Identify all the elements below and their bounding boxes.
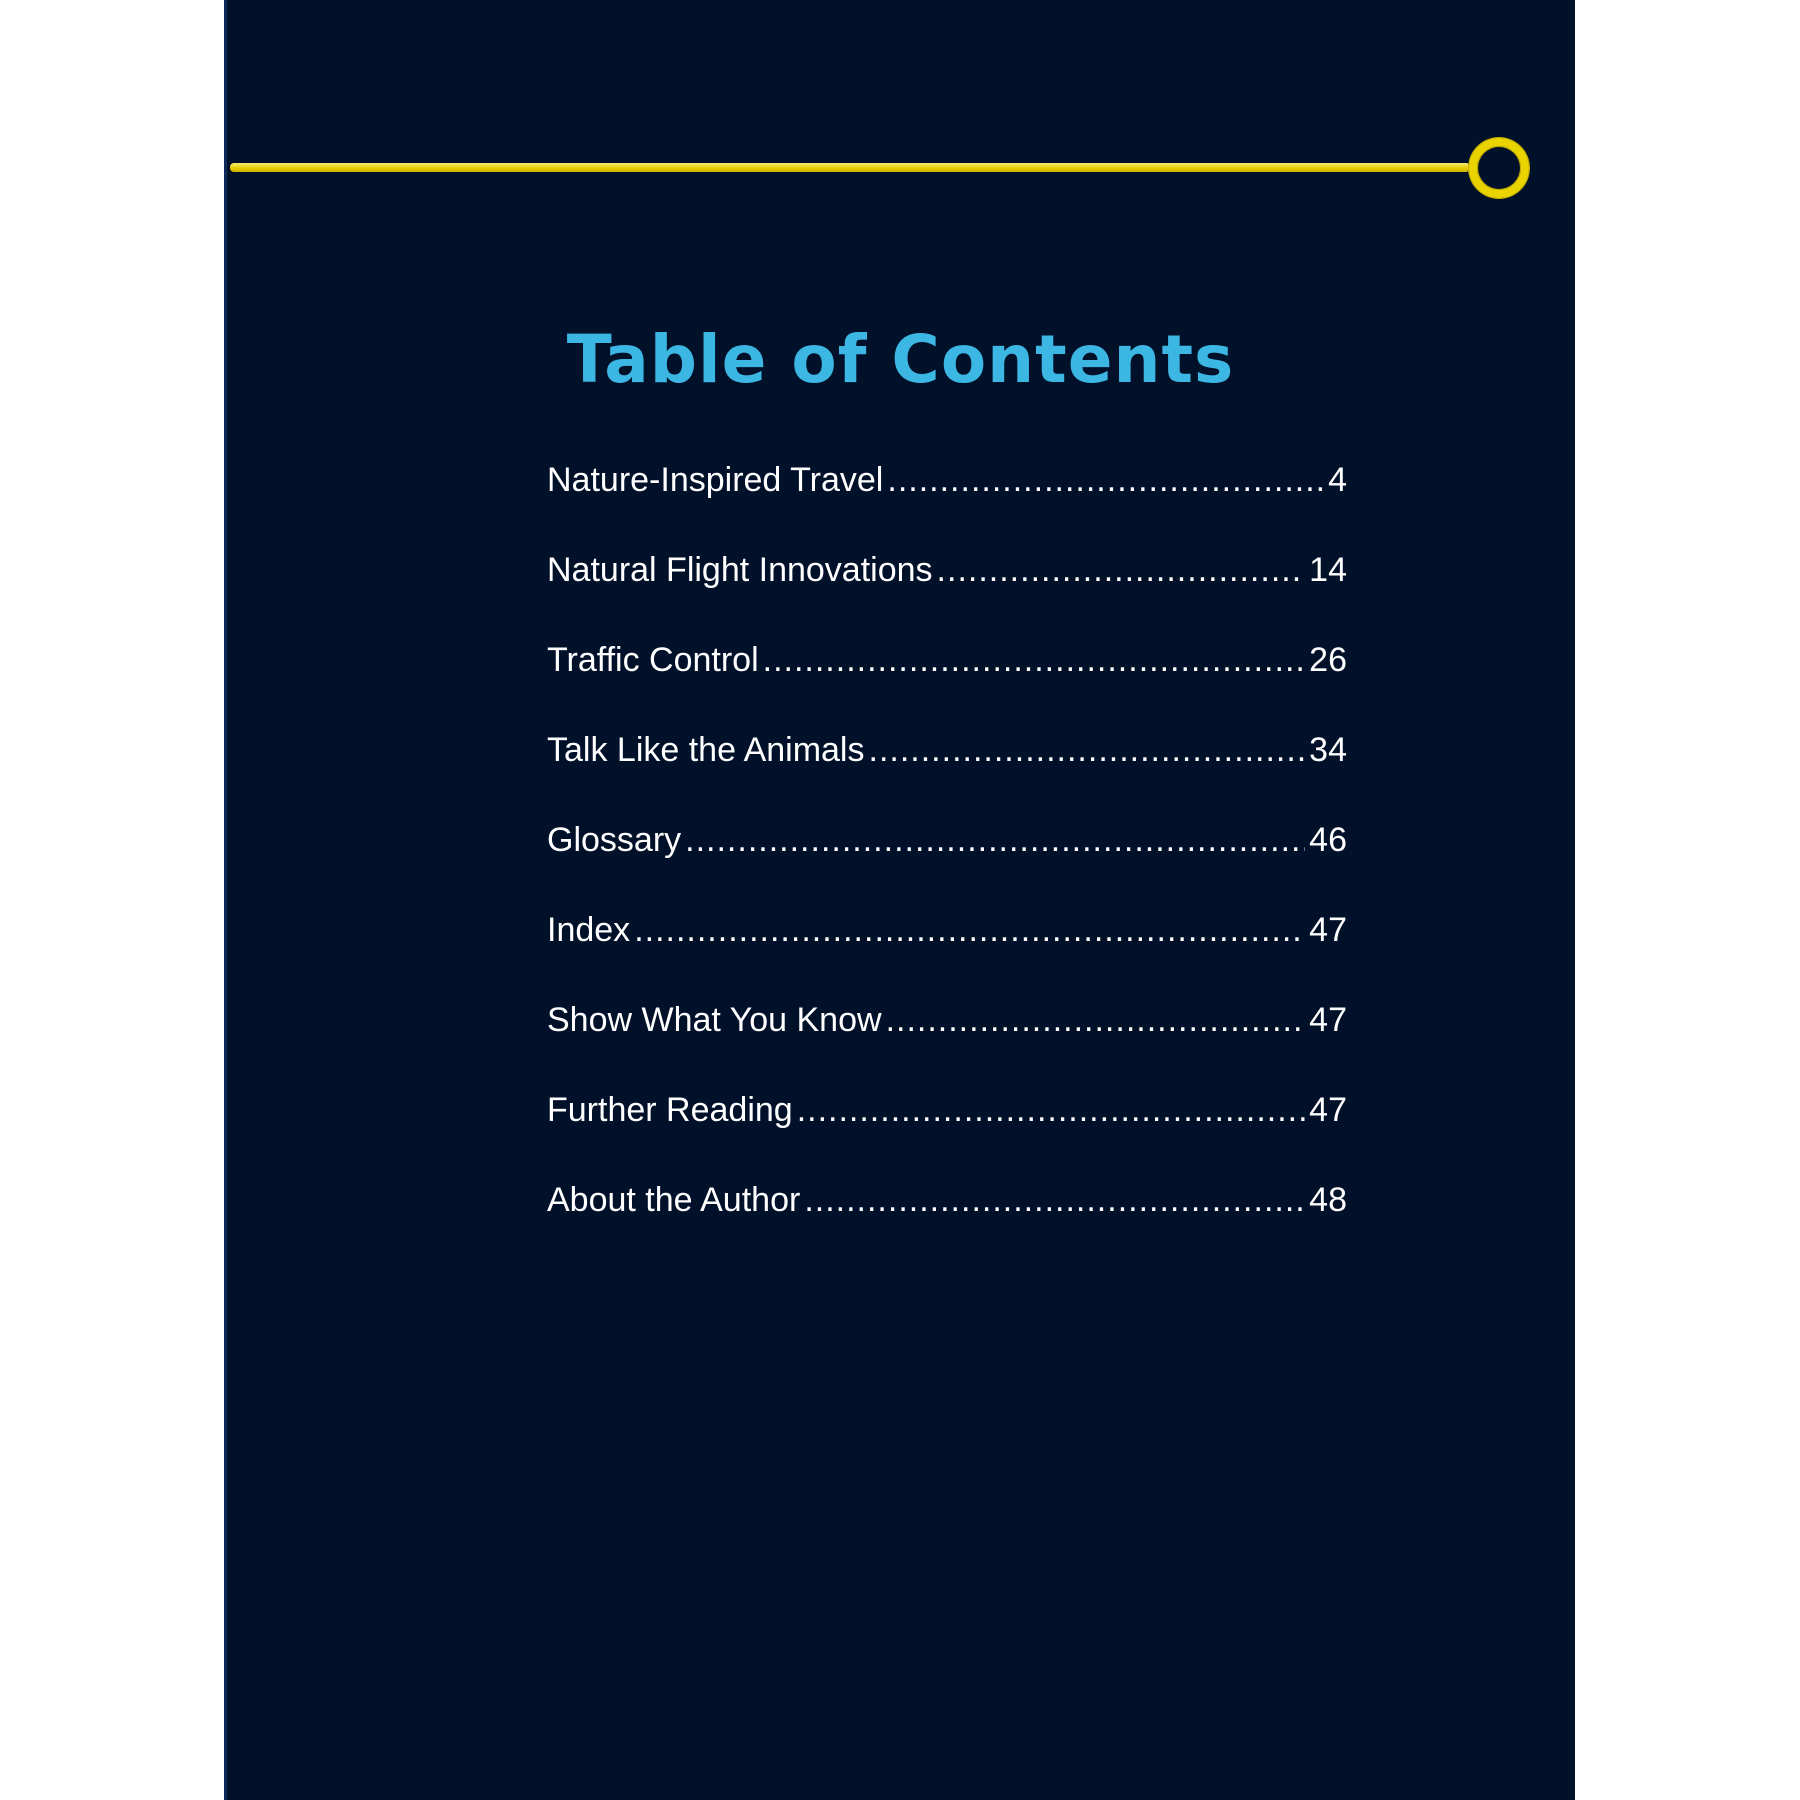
toc-entry-label: Nature-Inspired Travel [547,461,884,499]
toc-entry-page: 4 [1328,461,1347,499]
dot-leader [797,1082,1305,1138]
toc-entry-label: Traffic Control [547,641,759,679]
dot-leader [869,722,1306,778]
page-title: Table of Contents [566,321,1235,398]
toc-entry-label: Natural Flight Innovations [547,551,933,589]
toc-entry-page: 26 [1309,641,1347,679]
toc-entry-label: Glossary [547,821,682,859]
dot-leader [886,992,1306,1048]
toc-entry-label: Talk Like the Animals [547,731,865,769]
toc-entry-page: 47 [1309,1001,1347,1039]
toc-entry[interactable] [547,812,1347,902]
dot-leader [937,542,1306,598]
toc-entry[interactable] [547,722,1347,812]
decorative-rule [230,163,1470,172]
toc-entry-page: 46 [1309,821,1347,859]
toc-entry[interactable] [547,1082,1347,1172]
toc-entry-page: 34 [1309,731,1347,769]
toc-entry-label: Show What You Know [547,1001,882,1039]
toc-entry[interactable] [547,542,1347,632]
dot-leader [804,1172,1305,1228]
toc-entry-page: 47 [1309,1091,1347,1129]
toc-entry[interactable] [547,902,1347,992]
dot-leader [887,452,1324,508]
dot-leader [634,902,1305,958]
toc-entry[interactable] [547,452,1347,542]
toc-entry[interactable] [547,1172,1347,1262]
toc-entry-label: Index [547,911,631,949]
toc-entry-page: 14 [1309,551,1347,589]
toc-entry-page: 48 [1309,1181,1347,1219]
toc-entry-page: 47 [1309,911,1347,949]
ring-ornament-icon [1469,138,1529,198]
dot-leader [685,812,1305,868]
page-edge [224,0,227,1800]
toc-list [547,452,1347,1262]
toc-entry-label: About the Author [547,1181,801,1219]
toc-entry-label: Further Reading [547,1091,793,1129]
dot-leader [763,632,1306,688]
toc-entry[interactable] [547,632,1347,722]
toc-entry[interactable] [547,992,1347,1082]
